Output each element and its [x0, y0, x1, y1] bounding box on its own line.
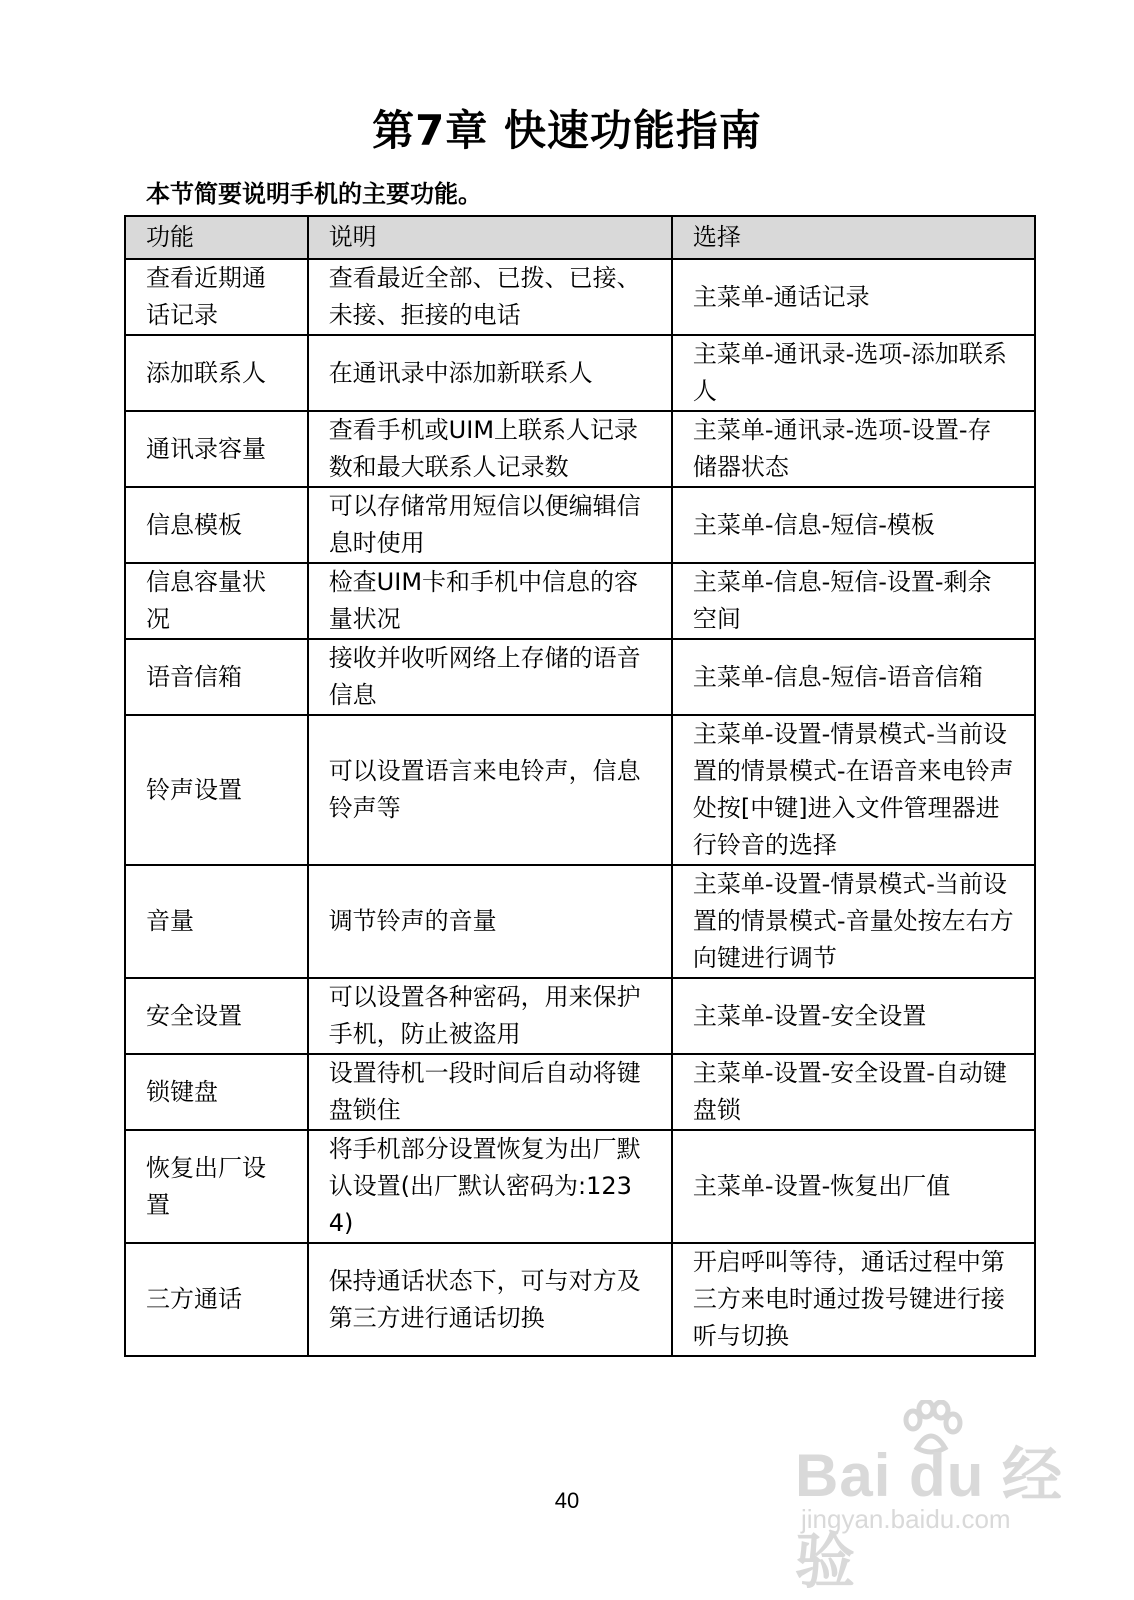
cell-function: 信息容量状况 [125, 563, 308, 639]
page-number: 40 [554, 1488, 580, 1513]
cell-selection: 主菜单-设置-情景模式-当前设置的情景模式-音量处按左右方向键进行调节 [672, 865, 1035, 978]
baidu-jingyan-watermark [795, 1400, 1065, 1595]
cell-selection: 主菜单-信息-短信-模板 [672, 487, 1035, 563]
cell-description: 可以设置语言来电铃声，信息铃声等 [308, 715, 672, 865]
cell-selection: 主菜单-通讯录-选项-设置-存储器状态 [672, 411, 1035, 487]
cell-selection: 主菜单-设置-恢复出厂值 [672, 1130, 1035, 1243]
table-row [125, 639, 1035, 715]
cell-selection: 主菜单-通话记录 [672, 259, 1035, 335]
cell-function: 恢复出厂设置 [125, 1130, 308, 1243]
cell-description: 检查UIM卡和手机中信息的容量状况 [308, 563, 672, 639]
cell-selection: 主菜单-通讯录-选项-添加联系人 [672, 335, 1035, 411]
cell-function: 信息模板 [125, 487, 308, 563]
cell-description: 设置待机一段时间后自动将键盘锁住 [308, 1054, 672, 1130]
cell-function: 查看近期通话记录 [125, 259, 308, 335]
table-row [125, 487, 1035, 563]
cell-description: 接收并收听网络上存储的语音信息 [308, 639, 672, 715]
table-row [125, 563, 1035, 639]
cell-selection: 主菜单-信息-短信-设置-剩余空间 [672, 563, 1035, 639]
cell-function: 安全设置 [125, 978, 308, 1054]
section-intro: 本节简要说明手机的主要功能。 [146, 180, 482, 208]
feature-table [124, 215, 1036, 1357]
cell-description: 在通讯录中添加新联系人 [308, 335, 672, 411]
watermark-brand: Bai du 经验 [795, 1442, 1064, 1595]
cell-description: 调节铃声的音量 [308, 865, 672, 978]
table-row [125, 1054, 1035, 1130]
cell-description: 可以存储常用短信以便编辑信息时使用 [308, 487, 672, 563]
table-row [125, 978, 1035, 1054]
cell-function: 通讯录容量 [125, 411, 308, 487]
header-description: 说明 [308, 216, 672, 259]
table-row [125, 1130, 1035, 1243]
cell-function: 锁键盘 [125, 1054, 308, 1130]
cell-selection: 主菜单-设置-情景模式-当前设置的情景模式-在语音来电铃声处按[中键]进入文件管理器进行铃音的选择 [672, 715, 1035, 865]
header-selection: 选择 [672, 216, 1035, 259]
cell-description: 查看最近全部、已拨、已接、未接、拒接的电话 [308, 259, 672, 335]
cell-function: 三方通话 [125, 1243, 308, 1356]
cell-function: 语音信箱 [125, 639, 308, 715]
table-row [125, 715, 1035, 865]
table-header-row [125, 216, 1035, 259]
cell-selection: 开启呼叫等待，通话过程中第三方来电时通过拨号键进行接听与切换 [672, 1243, 1035, 1356]
chapter-title: 第7章 快速功能指南 [372, 106, 762, 155]
cell-selection: 主菜单-设置-安全设置-自动键盘锁 [672, 1054, 1035, 1130]
cell-function: 添加联系人 [125, 335, 308, 411]
cell-function: 铃声设置 [125, 715, 308, 865]
cell-selection: 主菜单-设置-安全设置 [672, 978, 1035, 1054]
header-function: 功能 [125, 216, 308, 259]
cell-description: 将手机部分设置恢复为出厂默认设置(出厂默认密码为:1234) [308, 1130, 672, 1243]
cell-function: 音量 [125, 865, 308, 978]
cell-description: 可以设置各种密码，用来保护手机，防止被盗用 [308, 978, 672, 1054]
table-row [125, 259, 1035, 335]
table-row [125, 411, 1035, 487]
table-row [125, 865, 1035, 978]
cell-description: 查看手机或UIM上联系人记录数和最大联系人记录数 [308, 411, 672, 487]
cell-selection: 主菜单-信息-短信-语音信箱 [672, 639, 1035, 715]
table-row [125, 335, 1035, 411]
watermark-url: jingyan.baidu.com [801, 1504, 1011, 1534]
cell-description: 保持通话状态下，可与对方及第三方进行通话切换 [308, 1243, 672, 1356]
table-row [125, 1243, 1035, 1356]
